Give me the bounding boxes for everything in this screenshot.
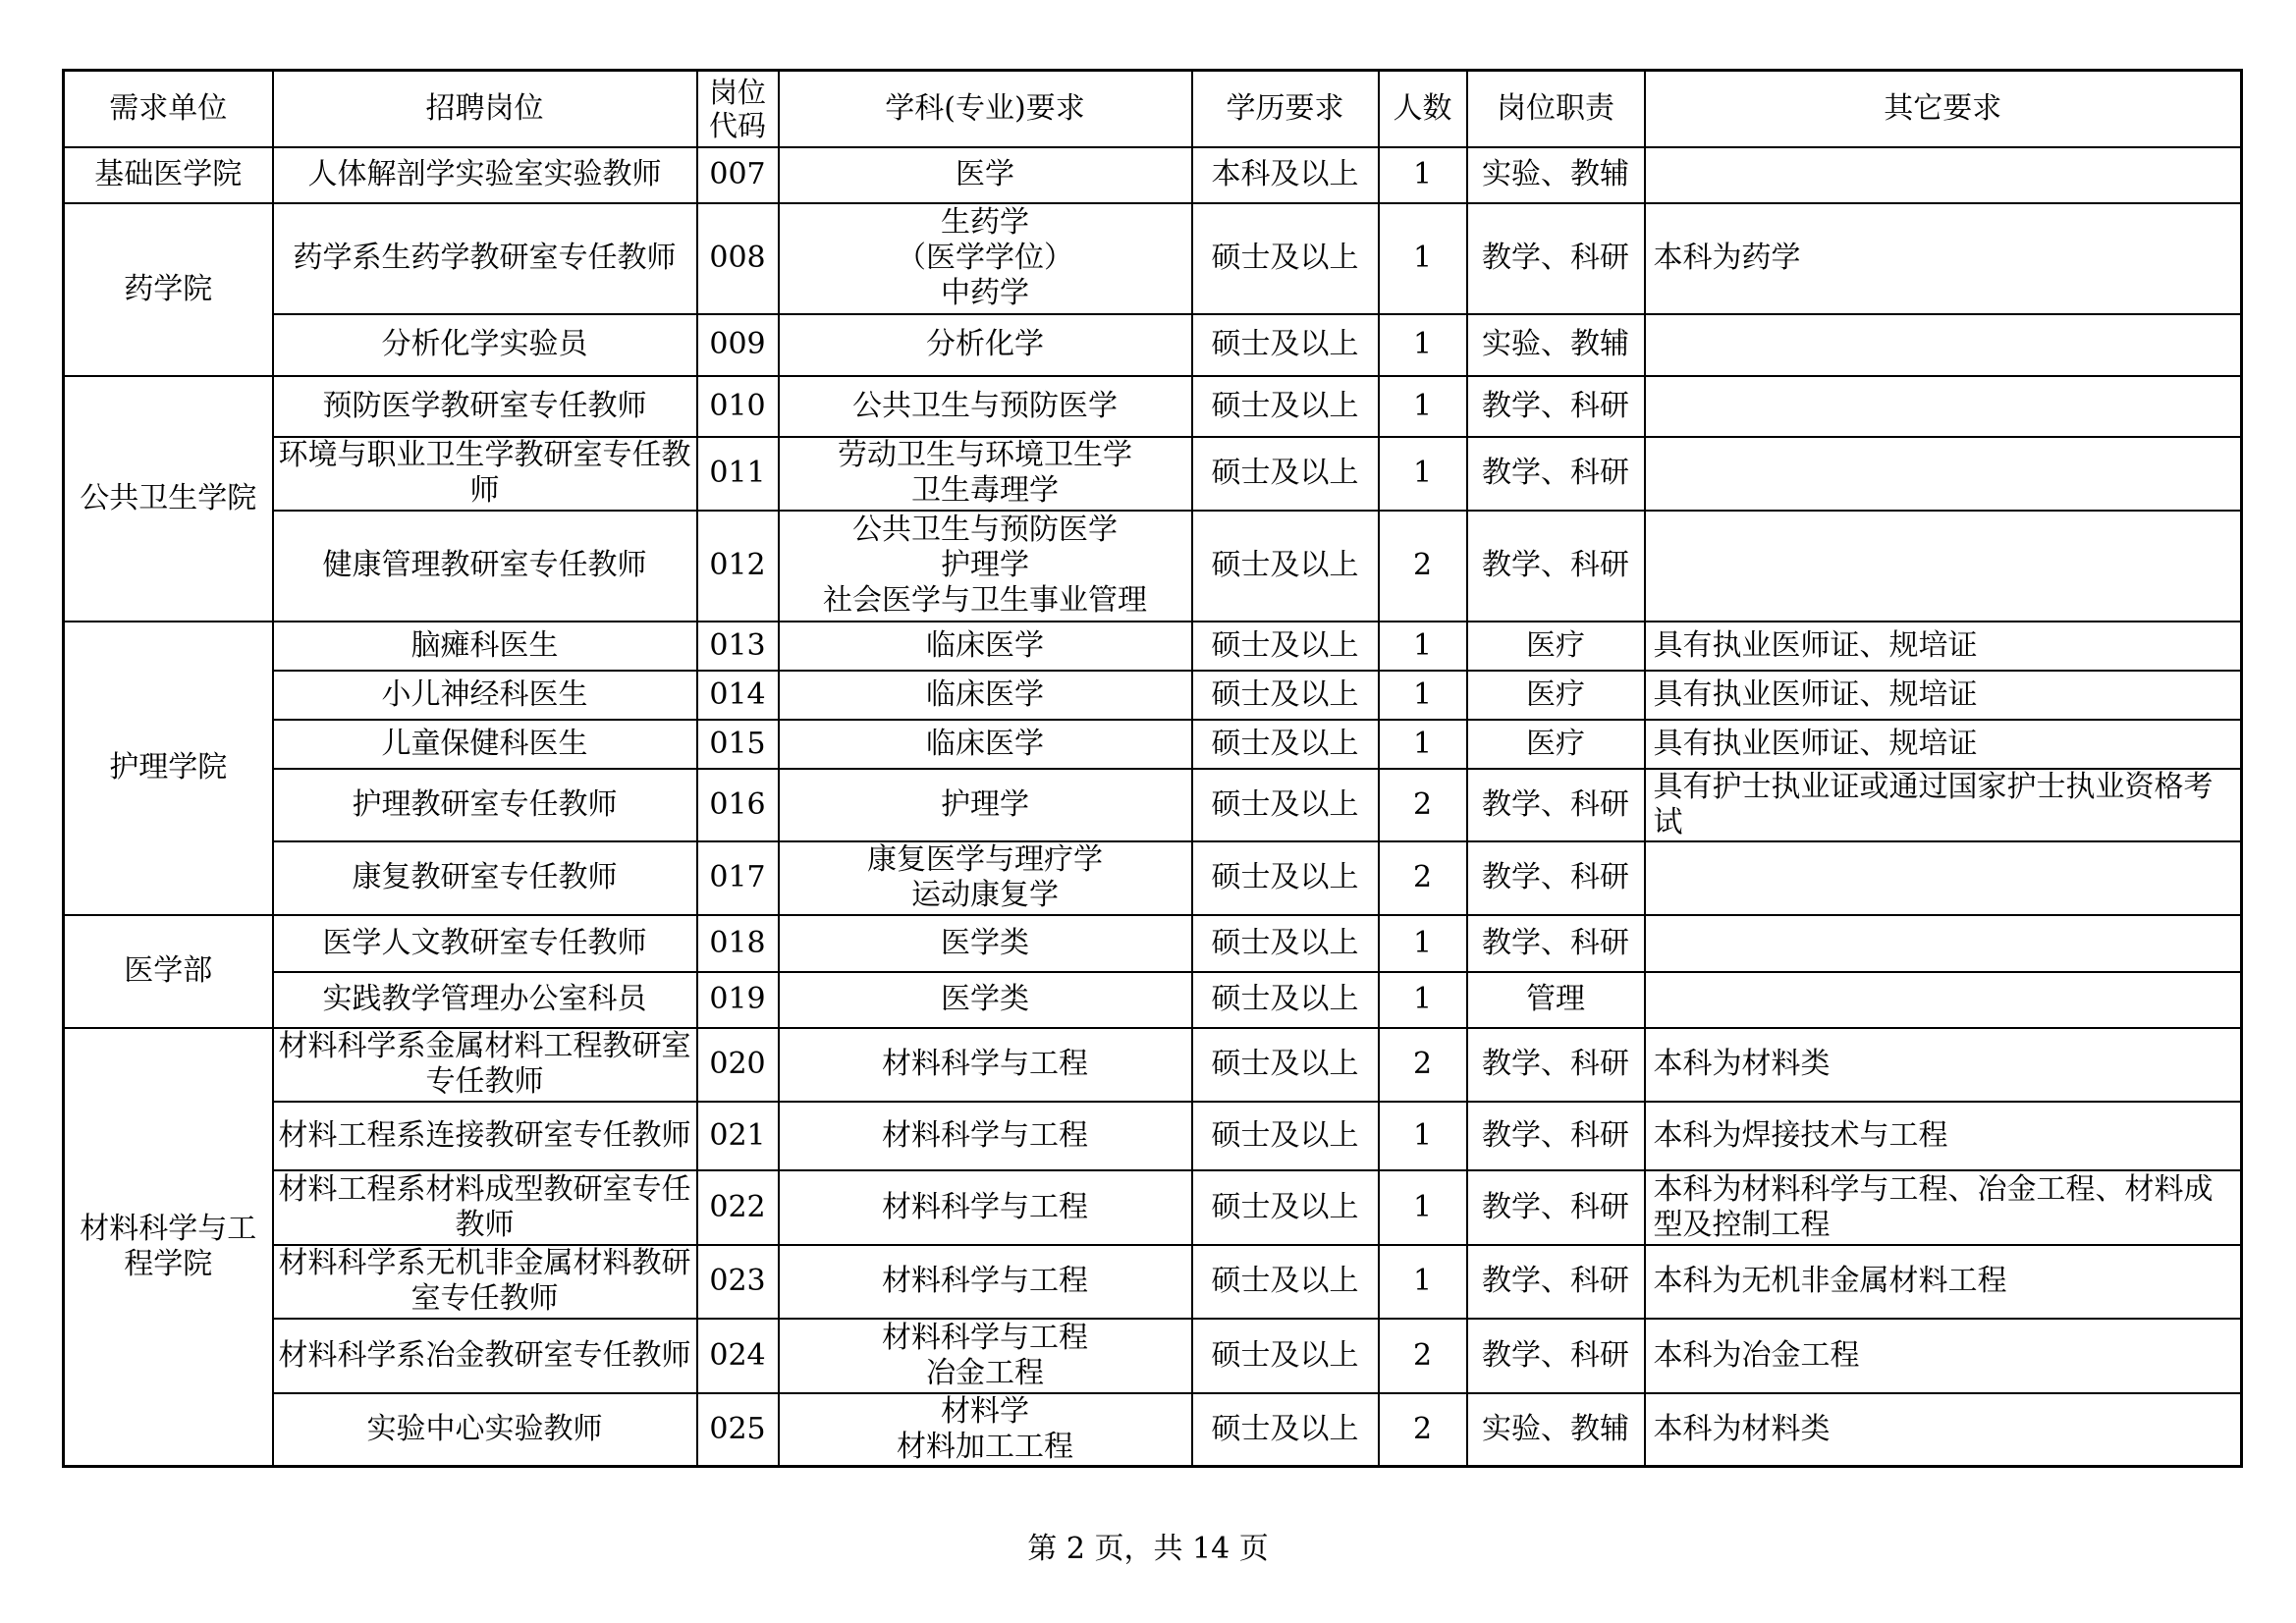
education-cell: 硕士及以上: [1192, 203, 1379, 314]
position-cell: 康复教研室专任教师: [273, 841, 697, 915]
discipline-line: 护理学: [941, 786, 1029, 822]
table-row: [64, 203, 2242, 314]
unit-cell: 材料科学与工程学院: [64, 1028, 273, 1467]
count-cell: 1: [1379, 671, 1467, 720]
discipline-line: 临床医学: [926, 676, 1044, 712]
duty-cell: 医疗: [1467, 671, 1645, 720]
code-cell: 013: [697, 622, 779, 671]
position-cell: 材料科学系冶金教研室专任教师: [273, 1319, 697, 1393]
discipline-cell: [779, 1028, 1192, 1102]
position-cell: 材料科学系无机非金属材料教研室专任教师: [273, 1245, 697, 1319]
code-cell: 011: [697, 437, 779, 511]
discipline-cell: [779, 314, 1192, 376]
count-cell: 1: [1379, 1245, 1467, 1319]
header-duty: 岗位职责: [1467, 71, 1645, 147]
count-cell: 2: [1379, 769, 1467, 841]
table-row: [64, 841, 2242, 915]
other-cell: [1645, 314, 2242, 376]
position-cell: 脑瘫科医生: [273, 622, 697, 671]
discipline-line: 材料学: [941, 1393, 1029, 1429]
education-cell: 硕士及以上: [1192, 1393, 1379, 1467]
duty-cell: 教学、科研: [1467, 437, 1645, 511]
code-cell: 018: [697, 915, 779, 972]
discipline-line: 材料科学与工程: [882, 1264, 1088, 1298]
education-cell: 硕士及以上: [1192, 915, 1379, 972]
count-cell: 1: [1379, 915, 1467, 972]
code-cell: 007: [697, 147, 779, 203]
discipline-line: 材料科学与工程: [882, 1320, 1088, 1355]
header-position: 招聘岗位: [273, 71, 697, 147]
education-cell: 硕士及以上: [1192, 1102, 1379, 1170]
code-cell: 008: [697, 203, 779, 314]
table-row: [64, 1028, 2242, 1102]
education-cell: 本科及以上: [1192, 147, 1379, 203]
count-cell: 1: [1379, 622, 1467, 671]
duty-cell: 实验、教辅: [1467, 147, 1645, 203]
table-row: [64, 437, 2242, 511]
discipline-line: 公共卫生与预防医学: [852, 513, 1118, 547]
discipline-line: 中药学: [941, 276, 1029, 310]
duty-cell: 教学、科研: [1467, 769, 1645, 841]
duty-cell: 医疗: [1467, 622, 1645, 671]
count-cell: 1: [1379, 314, 1467, 376]
count-cell: 2: [1379, 511, 1467, 622]
discipline-cell: [779, 841, 1192, 915]
education-cell: 硕士及以上: [1192, 972, 1379, 1028]
education-cell: 硕士及以上: [1192, 769, 1379, 841]
count-cell: 1: [1379, 1170, 1467, 1245]
education-cell: 硕士及以上: [1192, 1170, 1379, 1245]
education-cell: 硕士及以上: [1192, 511, 1379, 622]
code-cell: 009: [697, 314, 779, 376]
count-cell: 2: [1379, 1028, 1467, 1102]
table-row: [64, 1102, 2242, 1170]
table-row: [64, 1319, 2242, 1393]
discipline-line: 医学类: [941, 925, 1029, 960]
discipline-cell: [779, 769, 1192, 841]
position-cell: 药学系生药学教研室专任教师: [273, 203, 697, 314]
other-cell: [1645, 972, 2242, 1028]
position-cell: 材料工程系连接教研室专任教师: [273, 1102, 697, 1170]
code-cell: 024: [697, 1319, 779, 1393]
other-cell: 具有执业医师证、规培证: [1645, 720, 2242, 769]
count-cell: 2: [1379, 1319, 1467, 1393]
other-cell: 本科为药学: [1645, 203, 2242, 314]
discipline-cell: [779, 1319, 1192, 1393]
position-cell: 人体解剖学实验室实验教师: [273, 147, 697, 203]
discipline-cell: [779, 720, 1192, 769]
other-cell: 本科为焊接技术与工程: [1645, 1102, 2242, 1170]
code-cell: 022: [697, 1170, 779, 1245]
header-discipline: 学科(专业)要求: [779, 71, 1192, 147]
education-cell: 硕士及以上: [1192, 720, 1379, 769]
header-unit: 需求单位: [64, 71, 273, 147]
unit-cell: 公共卫生学院: [64, 376, 273, 622]
discipline-cell: [779, 1170, 1192, 1245]
discipline-cell: [779, 437, 1192, 511]
other-cell: [1645, 147, 2242, 203]
table-row: [64, 769, 2242, 841]
education-cell: 硕士及以上: [1192, 671, 1379, 720]
discipline-line: 临床医学: [926, 726, 1044, 761]
table-body: [64, 147, 2242, 1467]
discipline-cell: [779, 203, 1192, 314]
duty-cell: 教学、科研: [1467, 203, 1645, 314]
code-cell: 021: [697, 1102, 779, 1170]
education-cell: 硕士及以上: [1192, 376, 1379, 437]
code-cell: 019: [697, 972, 779, 1028]
page-footer: 第 2 页，共 14 页: [1027, 1532, 1269, 1566]
table-row: [64, 376, 2242, 437]
discipline-line: 材料科学与工程: [882, 1047, 1088, 1081]
position-cell: 材料工程系材料成型教研室专任教师: [273, 1170, 697, 1245]
table-row: [64, 511, 2242, 622]
position-cell: 健康管理教研室专任教师: [273, 511, 697, 622]
other-cell: [1645, 376, 2242, 437]
position-cell: 分析化学实验员: [273, 314, 697, 376]
header-code: 岗位代码: [697, 71, 779, 147]
duty-cell: 教学、科研: [1467, 1028, 1645, 1102]
position-cell: 护理教研室专任教师: [273, 769, 697, 841]
other-cell: 具有执业医师证、规培证: [1645, 622, 2242, 671]
table-row: [64, 147, 2242, 203]
discipline-cell: [779, 915, 1192, 972]
discipline-line: 卫生毒理学: [911, 473, 1059, 508]
other-cell: 具有执业医师证、规培证: [1645, 671, 2242, 720]
other-cell: [1645, 915, 2242, 972]
education-cell: 硕士及以上: [1192, 1245, 1379, 1319]
other-cell: [1645, 511, 2242, 622]
other-cell: [1645, 841, 2242, 915]
discipline-line: 医学类: [941, 982, 1029, 1016]
count-cell: 1: [1379, 437, 1467, 511]
discipline-cell: [779, 1245, 1192, 1319]
discipline-line: 生药学: [941, 205, 1029, 240]
count-cell: 1: [1379, 972, 1467, 1028]
table-row: [64, 314, 2242, 376]
code-cell: 025: [697, 1393, 779, 1467]
education-cell: 硕士及以上: [1192, 1319, 1379, 1393]
position-cell: 实验中心实验教师: [273, 1393, 697, 1467]
other-cell: 本科为材料科学与工程、冶金工程、材料成型及控制工程: [1645, 1170, 2242, 1245]
code-cell: 023: [697, 1245, 779, 1319]
duty-cell: 教学、科研: [1467, 841, 1645, 915]
discipline-cell: [779, 376, 1192, 437]
duty-cell: 教学、科研: [1467, 511, 1645, 622]
education-cell: 硕士及以上: [1192, 1028, 1379, 1102]
education-cell: 硕士及以上: [1192, 622, 1379, 671]
duty-cell: 实验、教辅: [1467, 1393, 1645, 1467]
discipline-line: （医学学位）: [897, 241, 1073, 275]
discipline-line: 分析化学: [926, 327, 1044, 361]
unit-cell: 护理学院: [64, 622, 273, 915]
education-cell: 硕士及以上: [1192, 314, 1379, 376]
discipline-line: 劳动卫生与环境卫生学: [838, 438, 1132, 472]
position-cell: 医学人文教研室专任教师: [273, 915, 697, 972]
other-cell: 具有护士执业证或通过国家护士执业资格考试: [1645, 769, 2242, 841]
unit-cell: 基础医学院: [64, 147, 273, 203]
unit-cell: 药学院: [64, 203, 273, 376]
table-row: [64, 1393, 2242, 1467]
other-cell: [1645, 437, 2242, 511]
discipline-line: 临床医学: [926, 627, 1044, 663]
discipline-line: 公共卫生与预防医学: [852, 388, 1118, 423]
position-cell: 实践教学管理办公室科员: [273, 972, 697, 1028]
duty-cell: 医疗: [1467, 720, 1645, 769]
education-cell: 硕士及以上: [1192, 841, 1379, 915]
duty-cell: 管理: [1467, 972, 1645, 1028]
other-cell: 本科为材料类: [1645, 1028, 2242, 1102]
duty-cell: 教学、科研: [1467, 1319, 1645, 1393]
header-other: 其它要求: [1645, 71, 2242, 147]
discipline-cell: [779, 1393, 1192, 1467]
duty-cell: 教学、科研: [1467, 1170, 1645, 1245]
code-cell: 014: [697, 671, 779, 720]
table-row: [64, 671, 2242, 720]
count-cell: 1: [1379, 720, 1467, 769]
position-cell: 环境与职业卫生学教研室专任教师: [273, 437, 697, 511]
code-cell: 010: [697, 376, 779, 437]
header-count: 人数: [1379, 71, 1467, 147]
duty-cell: 教学、科研: [1467, 1245, 1645, 1319]
position-cell: 材料科学系金属材料工程教研室专任教师: [273, 1028, 697, 1102]
code-cell: 016: [697, 769, 779, 841]
discipline-cell: [779, 147, 1192, 203]
code-cell: 015: [697, 720, 779, 769]
table-row: [64, 1245, 2242, 1319]
table-row: [64, 720, 2242, 769]
position-cell: 预防医学教研室专任教师: [273, 376, 697, 437]
duty-cell: 实验、教辅: [1467, 314, 1645, 376]
recruitment-table: [62, 69, 2243, 1468]
discipline-line: 社会医学与卫生事业管理: [823, 583, 1147, 618]
header-education: 学历要求: [1192, 71, 1379, 147]
discipline-cell: [779, 1102, 1192, 1170]
duty-cell: 教学、科研: [1467, 1102, 1645, 1170]
discipline-line: 材料科学与工程: [882, 1189, 1088, 1224]
table-row: [64, 972, 2242, 1028]
other-cell: 本科为材料类: [1645, 1393, 2242, 1467]
discipline-cell: [779, 511, 1192, 622]
discipline-cell: [779, 622, 1192, 671]
other-cell: 本科为无机非金属材料工程: [1645, 1245, 2242, 1319]
code-cell: 020: [697, 1028, 779, 1102]
table-row: [64, 1170, 2242, 1245]
other-cell: 本科为冶金工程: [1645, 1319, 2242, 1393]
discipline-line: 运动康复学: [911, 878, 1059, 912]
discipline-cell: [779, 972, 1192, 1028]
discipline-line: 材料科学与工程: [882, 1117, 1088, 1153]
count-cell: 1: [1379, 147, 1467, 203]
position-cell: 儿童保健科医生: [273, 720, 697, 769]
count-cell: 1: [1379, 1102, 1467, 1170]
code-cell: 017: [697, 841, 779, 915]
duty-cell: 教学、科研: [1467, 915, 1645, 972]
count-cell: 2: [1379, 1393, 1467, 1467]
unit-cell: 医学部: [64, 915, 273, 1028]
discipline-line: 医学: [956, 157, 1014, 191]
duty-cell: 教学、科研: [1467, 376, 1645, 437]
position-cell: 小儿神经科医生: [273, 671, 697, 720]
discipline-line: 护理学: [941, 548, 1029, 582]
discipline-cell: [779, 671, 1192, 720]
discipline-line: 冶金工程: [926, 1355, 1044, 1390]
table-row: [64, 622, 2242, 671]
education-cell: 硕士及以上: [1192, 437, 1379, 511]
count-cell: 2: [1379, 841, 1467, 915]
count-cell: 1: [1379, 203, 1467, 314]
code-cell: 012: [697, 511, 779, 622]
count-cell: 1: [1379, 376, 1467, 437]
header-row: [64, 71, 2242, 147]
table-row: [64, 915, 2242, 972]
discipline-line: 康复医学与理疗学: [867, 842, 1103, 877]
discipline-line: 材料加工工程: [897, 1429, 1073, 1464]
